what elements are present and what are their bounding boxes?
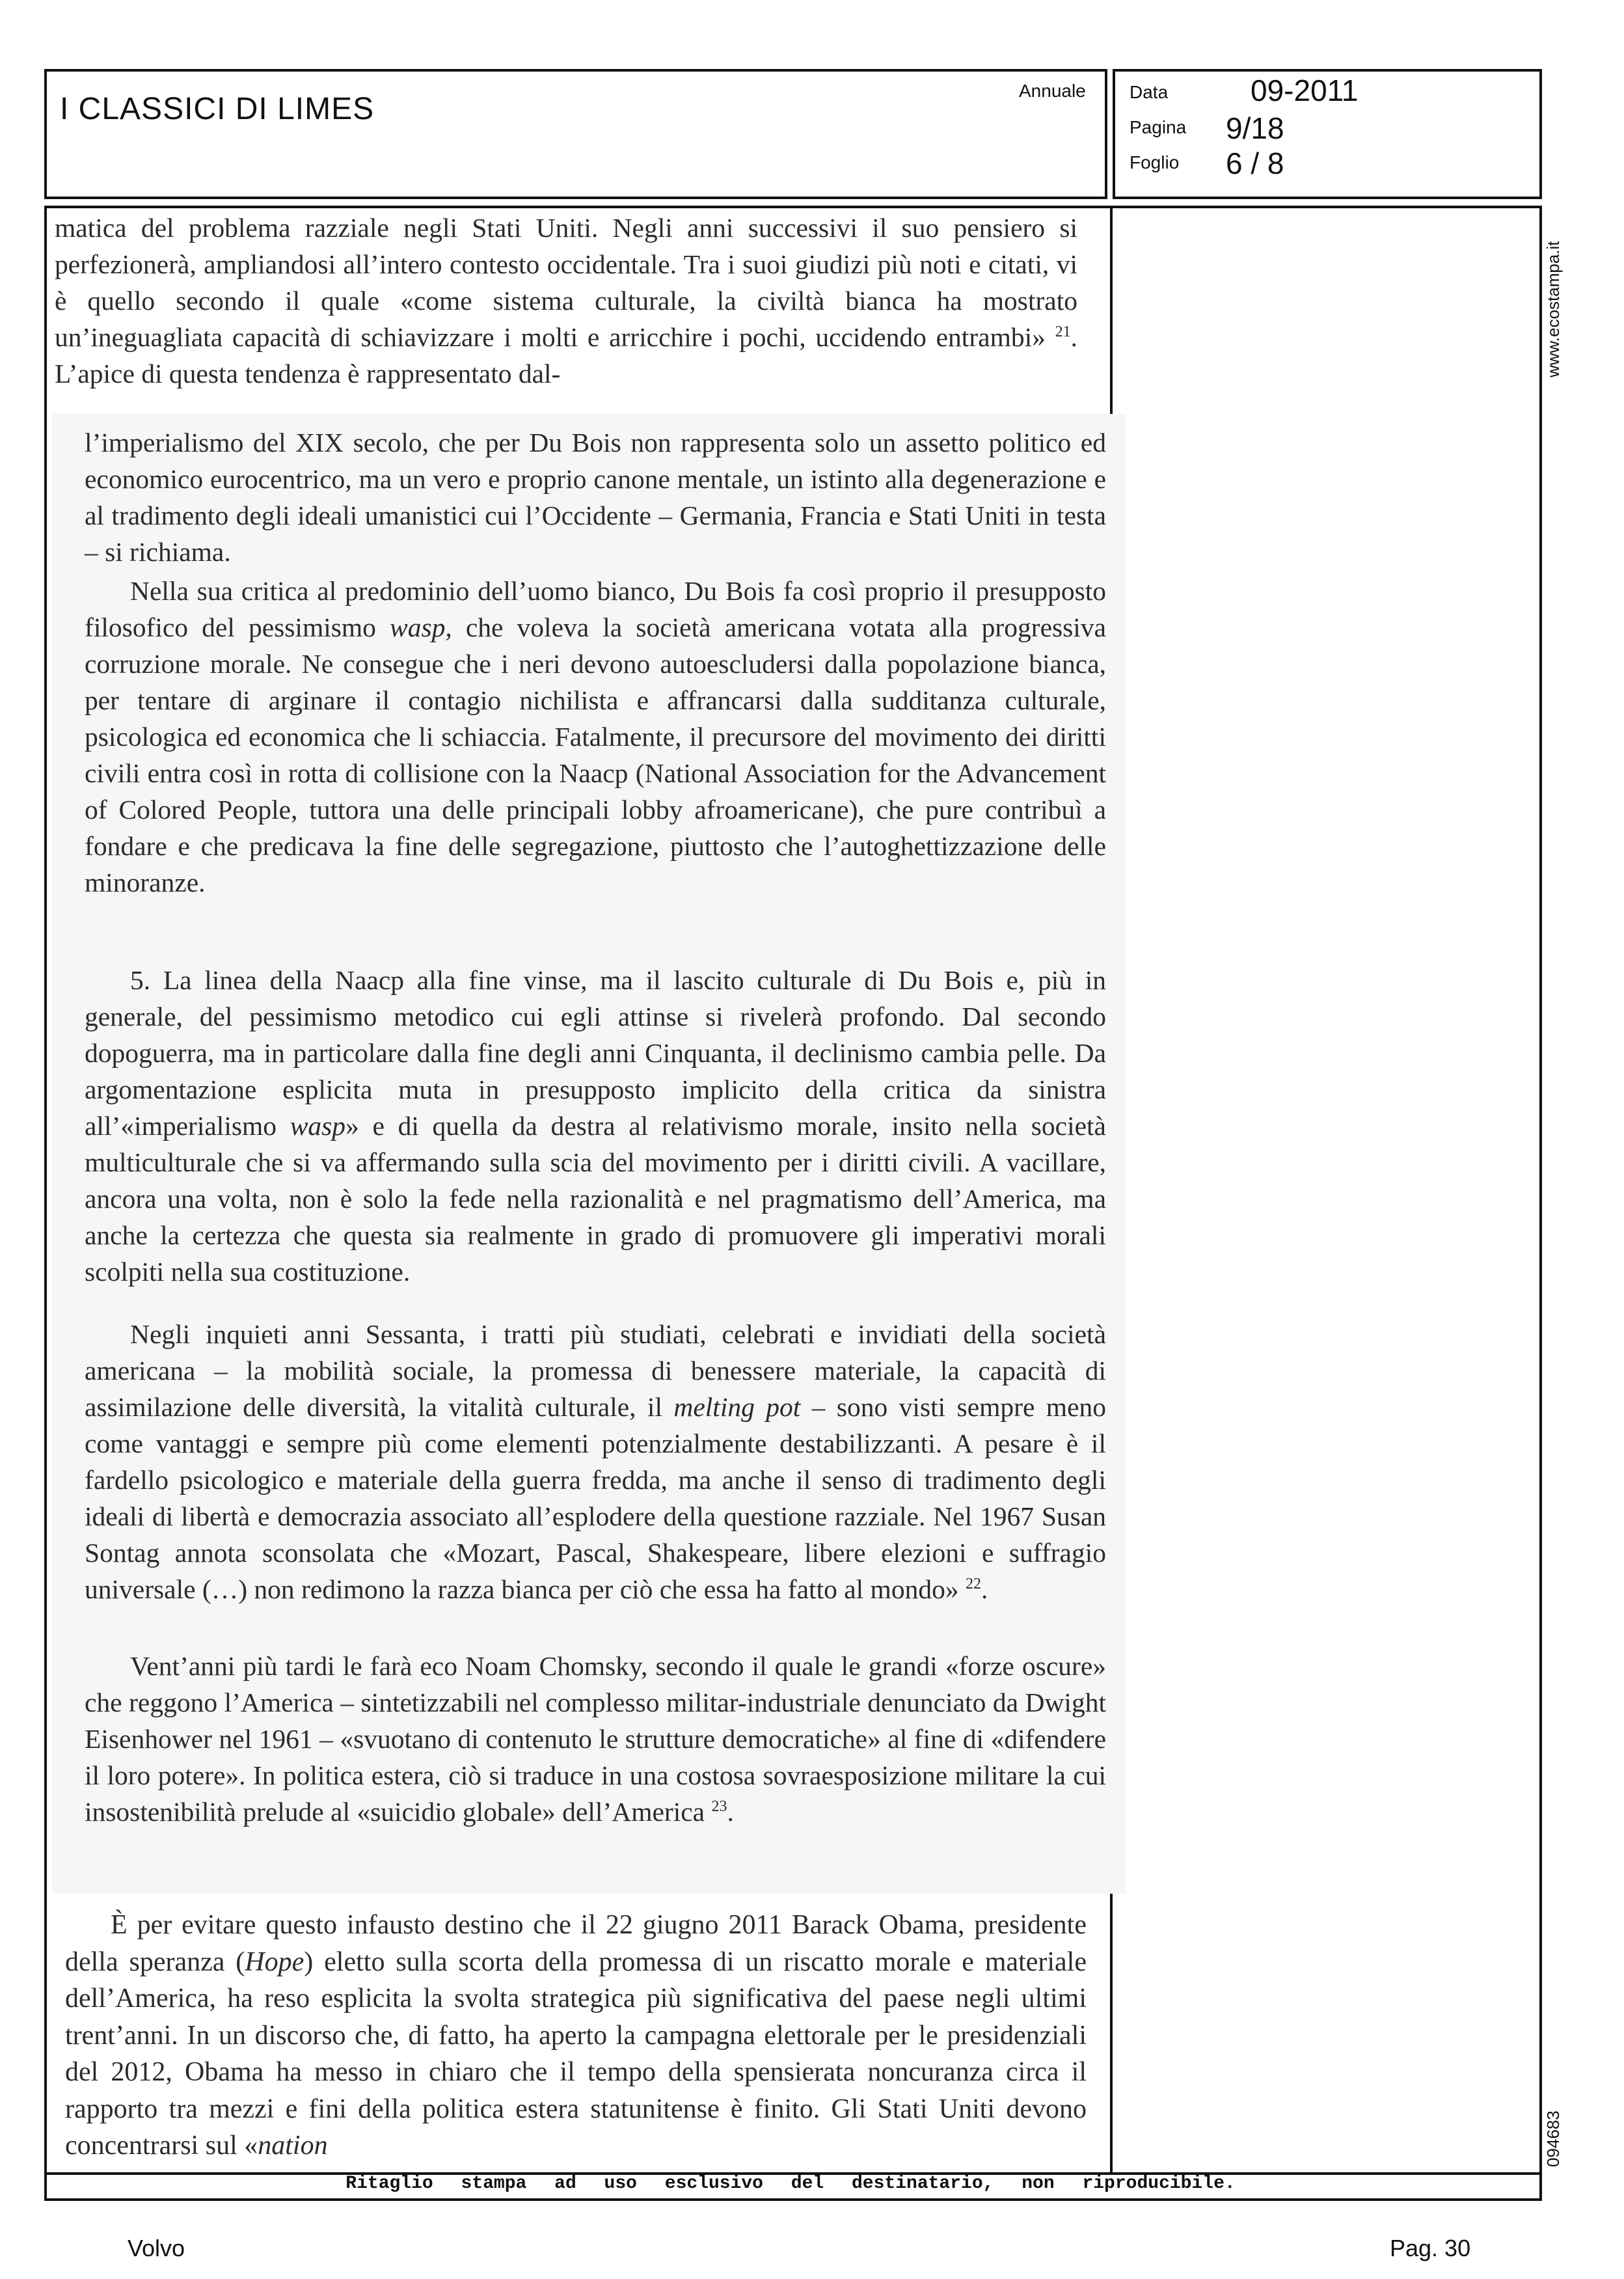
pagina-value: 9/18 <box>1226 111 1284 145</box>
data-label: Data <box>1130 82 1169 102</box>
article-paragraph: 5. La linea della Naacp alla fine vinse, ma il lascito culturale di Du Bois e, più in generale, del pessimismo metodico cui egli attinse si rivelerà profondo. Dal secondo dopoguerra, ma in particolare dalla fine degli anni Cinquanta, il declinismo cambia pelle. Da argomentazione esplicita muta in presupposto implicito della critica da sinistra all’«imperialismo wasp» e di quella da destra al relativismo morale, insito nella società multiculturale che si va affermando sulla scia del movimento per i diritti civili. A vacillare, ancora una volta, non è solo la fede nella razionalità e nel pragmatismo dell’America, ma anche la certezza che questa sia realmente in grado di promuovere gli imperativi morali scolpiti nella sua costituzione. <box>85 965 1106 1287</box>
article-paragraph: l’imperialismo del XIX secolo, che per Du Bois non rappresenta solo un assetto politico ed economico eurocentrico, ma un vero e proprio canone mentale, un istinto alla degenerazione e al tradimento degli ideali umanistici cui l’Occidente – Germania, Francia e Stati Uniti in testa – si richiama. <box>85 428 1106 567</box>
data-value: 09-2011 <box>1251 74 1359 107</box>
article-paragraph: È per evitare questo infausto destino che il 22 giugno 2011 Barack Obama, presidente della speranza (Hope) eletto sulla scorta della promessa di un riscatto morale e materiale dell’America, ha reso esplicita la svolta strategica più significativa del paese negli ultimi trent’anni. In un discorso che, di fatto, ha aperto la campagna elettorale per le presidenziali del 2012, Obama ha messo in chiaro che il tempo della spensierata noncuranza circa il rapporto tra mezzi e fini della politica estera statunitense è finito. Gli Stati Uniti devono concentrarsi sul «nation <box>65 1910 1087 2161</box>
client-name: Volvo <box>128 2235 185 2261</box>
foglio-label: Foglio <box>1130 152 1180 172</box>
article-paragraph: Vent’anni più tardi le farà eco Noam Chomsky, secondo il quale le grandi «forze oscure» che reggono l’America – sintetizzabili nel complesso militar-industriale denunciato da Dwight Eisenhower nel 1961 – «svuotano di contenuto le strutture democratiche» al fine di «difendere il loro potere». In politica estera, ciò si traduce in una costosa sovraesposizione militare la cui insostenibilità prelude al «suicidio globale» dell’America $^{23}$. <box>85 1651 1106 1827</box>
article-paragraph: Nella sua critica al predominio dell’uomo bianco, Du Bois fa così proprio il presupposto filosofico del pessimismo wasp, che voleva la società americana votata alla progressiva corruzione morale. Ne consegue che i neri devono autoescludersi dalla popolazione bianca, per tentare di arginare il contagio nichilista e affrancarsi dalla sudditanza culturale, psicologica ed economica che li schiaccia. Fatalmente, il precursore del movimento dei diritti civili entra così in rotta di collisione con la Naacp (National Association for the Advancement of Colored People, tuttora una delle principali lobby afroamericane), che pure contribuì a fondare e che predicava la fine delle segregazione, piuttosto che l’autoghettizzazione delle minoranze. <box>85 576 1106 897</box>
side-url: www.ecostampa.it <box>1543 241 1563 377</box>
publication-title: I CLASSICI DI LIMES <box>60 92 375 126</box>
article-paragraph: matica del problema razziale negli Stati Uniti. Negli anni successivi il suo pensiero si perfezionerà, ampliandosi all’intero contesto occidentale. Tra i suoi giudizi più noti e citati, vi è quello secondo il quale «come sistema culturale, la civiltà bianca ha mostrato un’ineguagliata capacità di schiavizzare i molti e arricchire i pochi, uccidendo entrambi» $^{21}$. L’apice di questa tendenza è rappresentato dal- <box>55 213 1077 389</box>
foglio-value: 6 / 8 <box>1226 146 1284 180</box>
header-title-box <box>44 69 1107 199</box>
page-number: Pag. 30 <box>1390 2235 1471 2261</box>
pagina-label: Pagina <box>1130 117 1187 137</box>
footnote-ref: 22 <box>965 1576 981 1593</box>
footnote-ref: 23 <box>711 1798 727 1816</box>
periodicity-label: Annuale <box>1019 81 1086 101</box>
article-paragraph: Negli inquieti anni Sessanta, i tratti più studiati, celebrati e invidiati della società americana – la mobilità sociale, la promessa di benessere materiale, la capacità di assimilazione delle diversità, la vitalità culturale, il melting pot – sono visti sempre meno come vantaggi e sempre più come elementi potenzialmente destabilizzanti. A pesare è il fardello psicologico e materiale della guerra fredda, ma anche il senso di tradimento degli ideali di libertà e democrazia associato all’esplodere della questione razziale. Nel 1967 Susan Sontag annota sconsolata che «Mozart, Pascal, Shakespeare, libere elezioni e suffragio universale (…) non redimono la razza bianca per ciò che essa ha fatto al mondo» $^{22}$. <box>85 1319 1106 1604</box>
footnote-ref: 21 <box>1055 323 1071 341</box>
side-code: 094683 <box>1543 2110 1563 2167</box>
clipping-notice: Ritaglio stampa ad uso esclusivo del destinatario, non riproducibile. <box>345 2174 1236 2194</box>
